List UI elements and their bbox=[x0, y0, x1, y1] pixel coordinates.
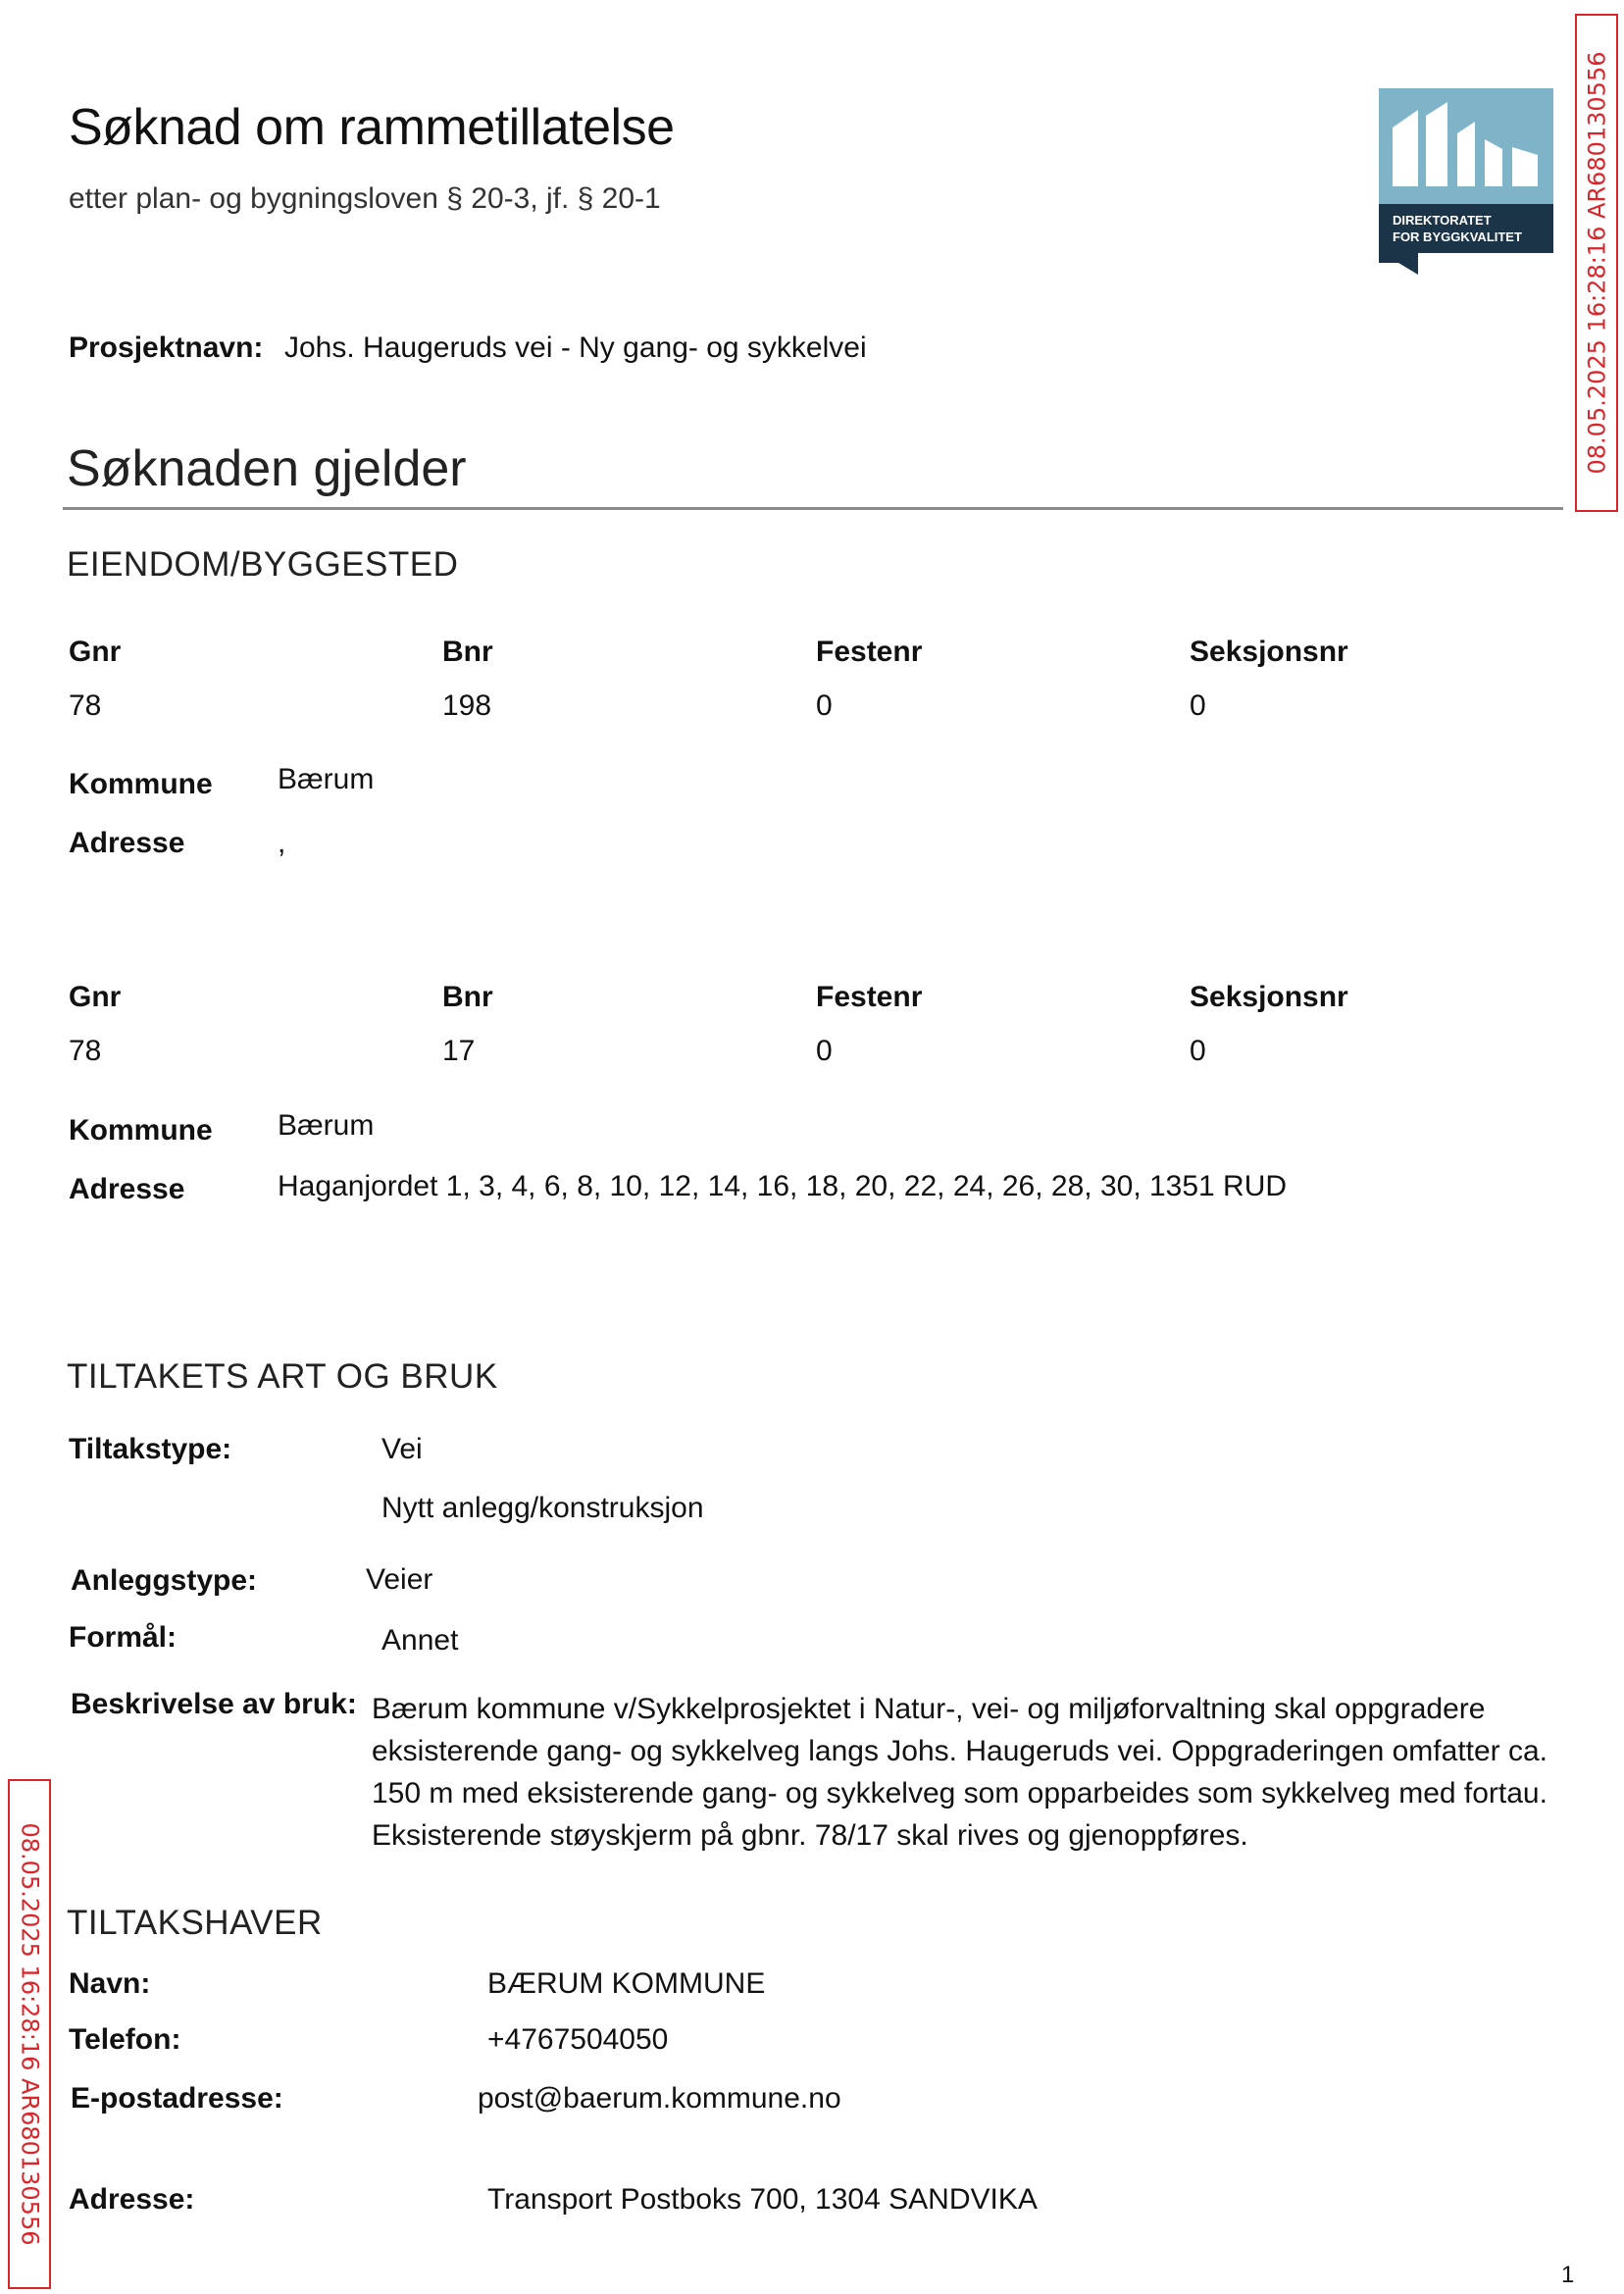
seksjonsnr-label: Seksjonsnr bbox=[1190, 636, 1348, 668]
epost-value: post@baerum.kommune.no bbox=[478, 2082, 841, 2115]
festenr-label: Festenr bbox=[816, 636, 923, 668]
adresse-value: Haganjordet 1, 3, 4, 6, 8, 10, 12, 14, 16, 18, 20, 22, 24, 26, 28, 30, 1351 RUD bbox=[278, 1170, 1288, 1202]
bnr-label: Bnr bbox=[442, 636, 493, 668]
bnr-value: 198 bbox=[442, 689, 492, 722]
section-title: Søknaden gjelder bbox=[67, 440, 467, 497]
kommune-value: Bærum bbox=[278, 1109, 375, 1142]
tiltakshaver-adresse-value: Transport Postboks 700, 1304 SANDVIKA bbox=[487, 2183, 1038, 2216]
kommune-label: Kommune bbox=[69, 1114, 213, 1147]
tiltakstype-label: Tiltakstype: bbox=[69, 1433, 232, 1465]
telefon-label: Telefon: bbox=[69, 2023, 181, 2056]
tiltakstype-value: Vei bbox=[381, 1433, 423, 1465]
gnr-label: Gnr bbox=[69, 981, 122, 1013]
dibk-logo bbox=[1379, 88, 1553, 275]
adresse-label: Adresse bbox=[69, 827, 185, 859]
property-heading: EIENDOM/BYGGESTED bbox=[67, 545, 459, 584]
tiltakshaver-adresse-label: Adresse: bbox=[69, 2183, 195, 2216]
anleggstype-label: Anleggstype: bbox=[71, 1564, 258, 1597]
date-stamp-top bbox=[1575, 14, 1618, 512]
tiltakshaver-heading: TILTAKSHAVER bbox=[67, 1904, 323, 1942]
seksjonsnr-value: 0 bbox=[1190, 689, 1206, 722]
beskrivelse-label: Beskrivelse av bruk: bbox=[71, 1688, 357, 1720]
seksjonsnr-value: 0 bbox=[1190, 1035, 1206, 1067]
page-subtitle: etter plan- og bygningsloven § 20-3, jf. § 20-1 bbox=[69, 182, 661, 215]
page-title: Søknad om rammetillatelse bbox=[69, 99, 675, 156]
bnr-value: 17 bbox=[442, 1035, 476, 1067]
project-label: Prosjektnavn: bbox=[69, 331, 264, 364]
anleggstype-value: Veier bbox=[366, 1563, 433, 1596]
date-stamp-bottom bbox=[8, 1779, 51, 2289]
gnr-value: 78 bbox=[69, 689, 102, 722]
tiltak-heading: TILTAKETS ART OG BRUK bbox=[67, 1357, 498, 1396]
logo-text-line1: DIREKTORATET bbox=[1393, 213, 1492, 228]
page-number: 1 bbox=[1561, 2262, 1575, 2288]
beskrivelse-value: Bærum kommune v/Sykkelprosjektet i Natur-, vei- og miljøforvaltning skal oppgradere eksisterende gang- og sykkelveg langs Johs. Haugeruds vei. Oppgraderingen omfatter ca. 150 m med eksisterende gang- og sykkelveg som opparbeides som sykkelveg med fortau. Eksisterende støyskjerm på gbnr. 78/17 skal rives og gjenoppføres. bbox=[372, 1693, 1548, 1852]
kommune-value: Bærum bbox=[278, 763, 375, 795]
seksjonsnr-label: Seksjonsnr bbox=[1190, 981, 1348, 1013]
section-divider bbox=[63, 507, 1563, 510]
kommune-label: Kommune bbox=[69, 768, 213, 800]
adresse-value: , bbox=[278, 827, 286, 859]
telefon-value: +4767504050 bbox=[487, 2023, 669, 2056]
project-value: Johs. Haugeruds vei - Ny gang- og sykkelvei bbox=[284, 331, 867, 364]
formal-label: Formål: bbox=[69, 1621, 178, 1654]
tiltakstype-value: Nytt anlegg/konstruksjon bbox=[381, 1492, 704, 1524]
gnr-value: 78 bbox=[69, 1035, 102, 1067]
date-stamp-text: 08.05.2025 16:28:16 AR680130556 bbox=[1583, 51, 1611, 475]
gnr-label: Gnr bbox=[69, 636, 122, 668]
logo-text-line2: FOR BYGGKVALITET bbox=[1393, 229, 1522, 244]
navn-label: Navn: bbox=[69, 1967, 151, 2000]
festenr-value: 0 bbox=[816, 1035, 833, 1067]
dibk-logo-graphic bbox=[1379, 88, 1553, 275]
date-stamp-text: 08.05.2025 16:28:16 AR680130556 bbox=[16, 1822, 44, 2246]
festenr-label: Festenr bbox=[816, 981, 923, 1013]
bnr-label: Bnr bbox=[442, 981, 493, 1013]
festenr-value: 0 bbox=[816, 689, 833, 722]
adresse-label: Adresse bbox=[69, 1173, 185, 1205]
epost-label: E-postadresse: bbox=[71, 2082, 283, 2115]
navn-value: BÆRUM KOMMUNE bbox=[487, 1967, 766, 2000]
formal-value: Annet bbox=[381, 1624, 459, 1657]
